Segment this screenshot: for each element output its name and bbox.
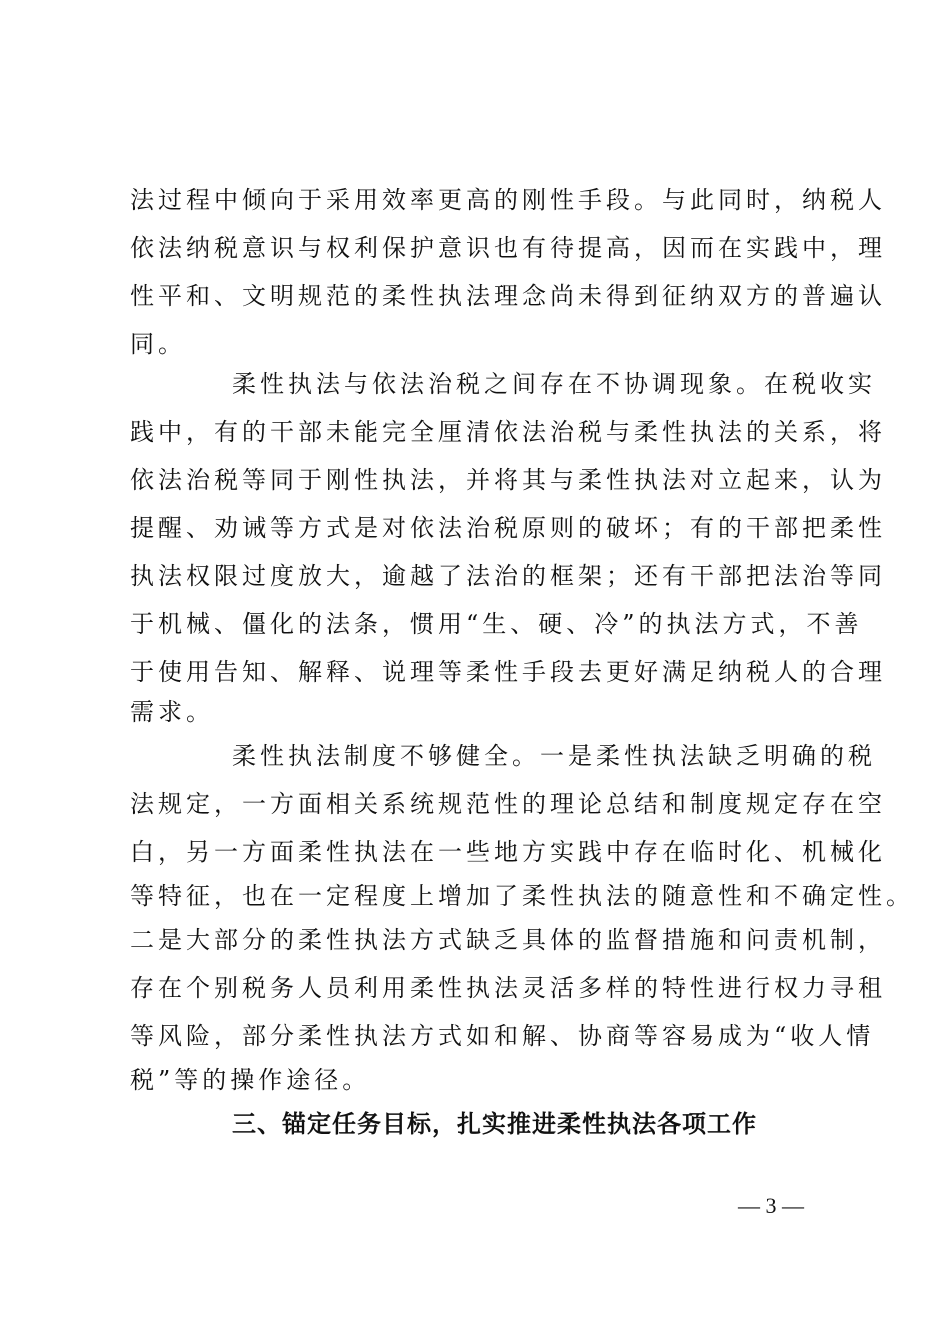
paragraph-2-line-5: 执法权限过度放大，逾越了法治的框架；还有干部把法治等同 [130,562,886,590]
paragraph-3-line-6: 存在个别税务人员利用柔性执法灵活多样的特性进行权力寻租 [130,974,886,1002]
paragraph-3-line-2: 法规定，一方面相关系统规范性的理论总结和制度规定存在空 [130,790,886,818]
paragraph-3-line-8: 税”等的操作途径。 [130,1066,371,1094]
paragraph-3-line-3: 白，另一方面柔性执法在一些地方实践中存在临时化、机械化 [130,838,886,866]
page-number: — 3 — [738,1193,804,1218]
section-heading: 三、锚定任务目标，扎实推进柔性执法各项工作 [232,1110,757,1138]
paragraph-2-line-8: 需求。 [130,698,214,726]
paragraph-3-line-1: 柔性执法制度不够健全。一是柔性执法缺乏明确的税 [232,742,876,770]
paragraph-2-line-1: 柔性执法与依法治税之间存在不协调现象。在税收实 [232,370,876,398]
paragraph-1-line-2: 依法纳税意识与权利保护意识也有待提高，因而在实践中，理 [130,234,886,262]
paragraph-2-line-7: 于使用告知、解释、说理等柔性手段去更好满足纳税人的合理 [130,658,886,686]
paragraph-2-line-6: 于机械、僵化的法条，惯用“生、硬、冷”的执法方式，不善 [130,610,863,638]
paragraph-1-line-1: 法过程中倾向于采用效率更高的刚性手段。与此同时，纳税人 [130,186,886,214]
paragraph-1-line-4: 同。 [130,330,186,358]
paragraph-3-line-5: 二是大部分的柔性执法方式缺乏具体的监督措施和问责机制， [130,926,886,954]
paragraph-3-line-7: 等风险，部分柔性执法方式如和解、协商等容易成为“收人情 [130,1022,875,1050]
paragraph-2-line-2: 践中，有的干部未能完全厘清依法治税与柔性执法的关系，将 [130,418,886,446]
paragraph-3-line-4: 等特征，也在一定程度上增加了柔性执法的随意性和不确定性。 [130,882,914,910]
paragraph-2-line-3: 依法治税等同于刚性执法，并将其与柔性执法对立起来，认为 [130,466,886,494]
paragraph-2-line-4: 提醒、劝诫等方式是对依法治税原则的破坏；有的干部把柔性 [130,514,886,542]
paragraph-1-line-3: 性平和、文明规范的柔性执法理念尚未得到征纳双方的普遍认 [130,282,886,310]
